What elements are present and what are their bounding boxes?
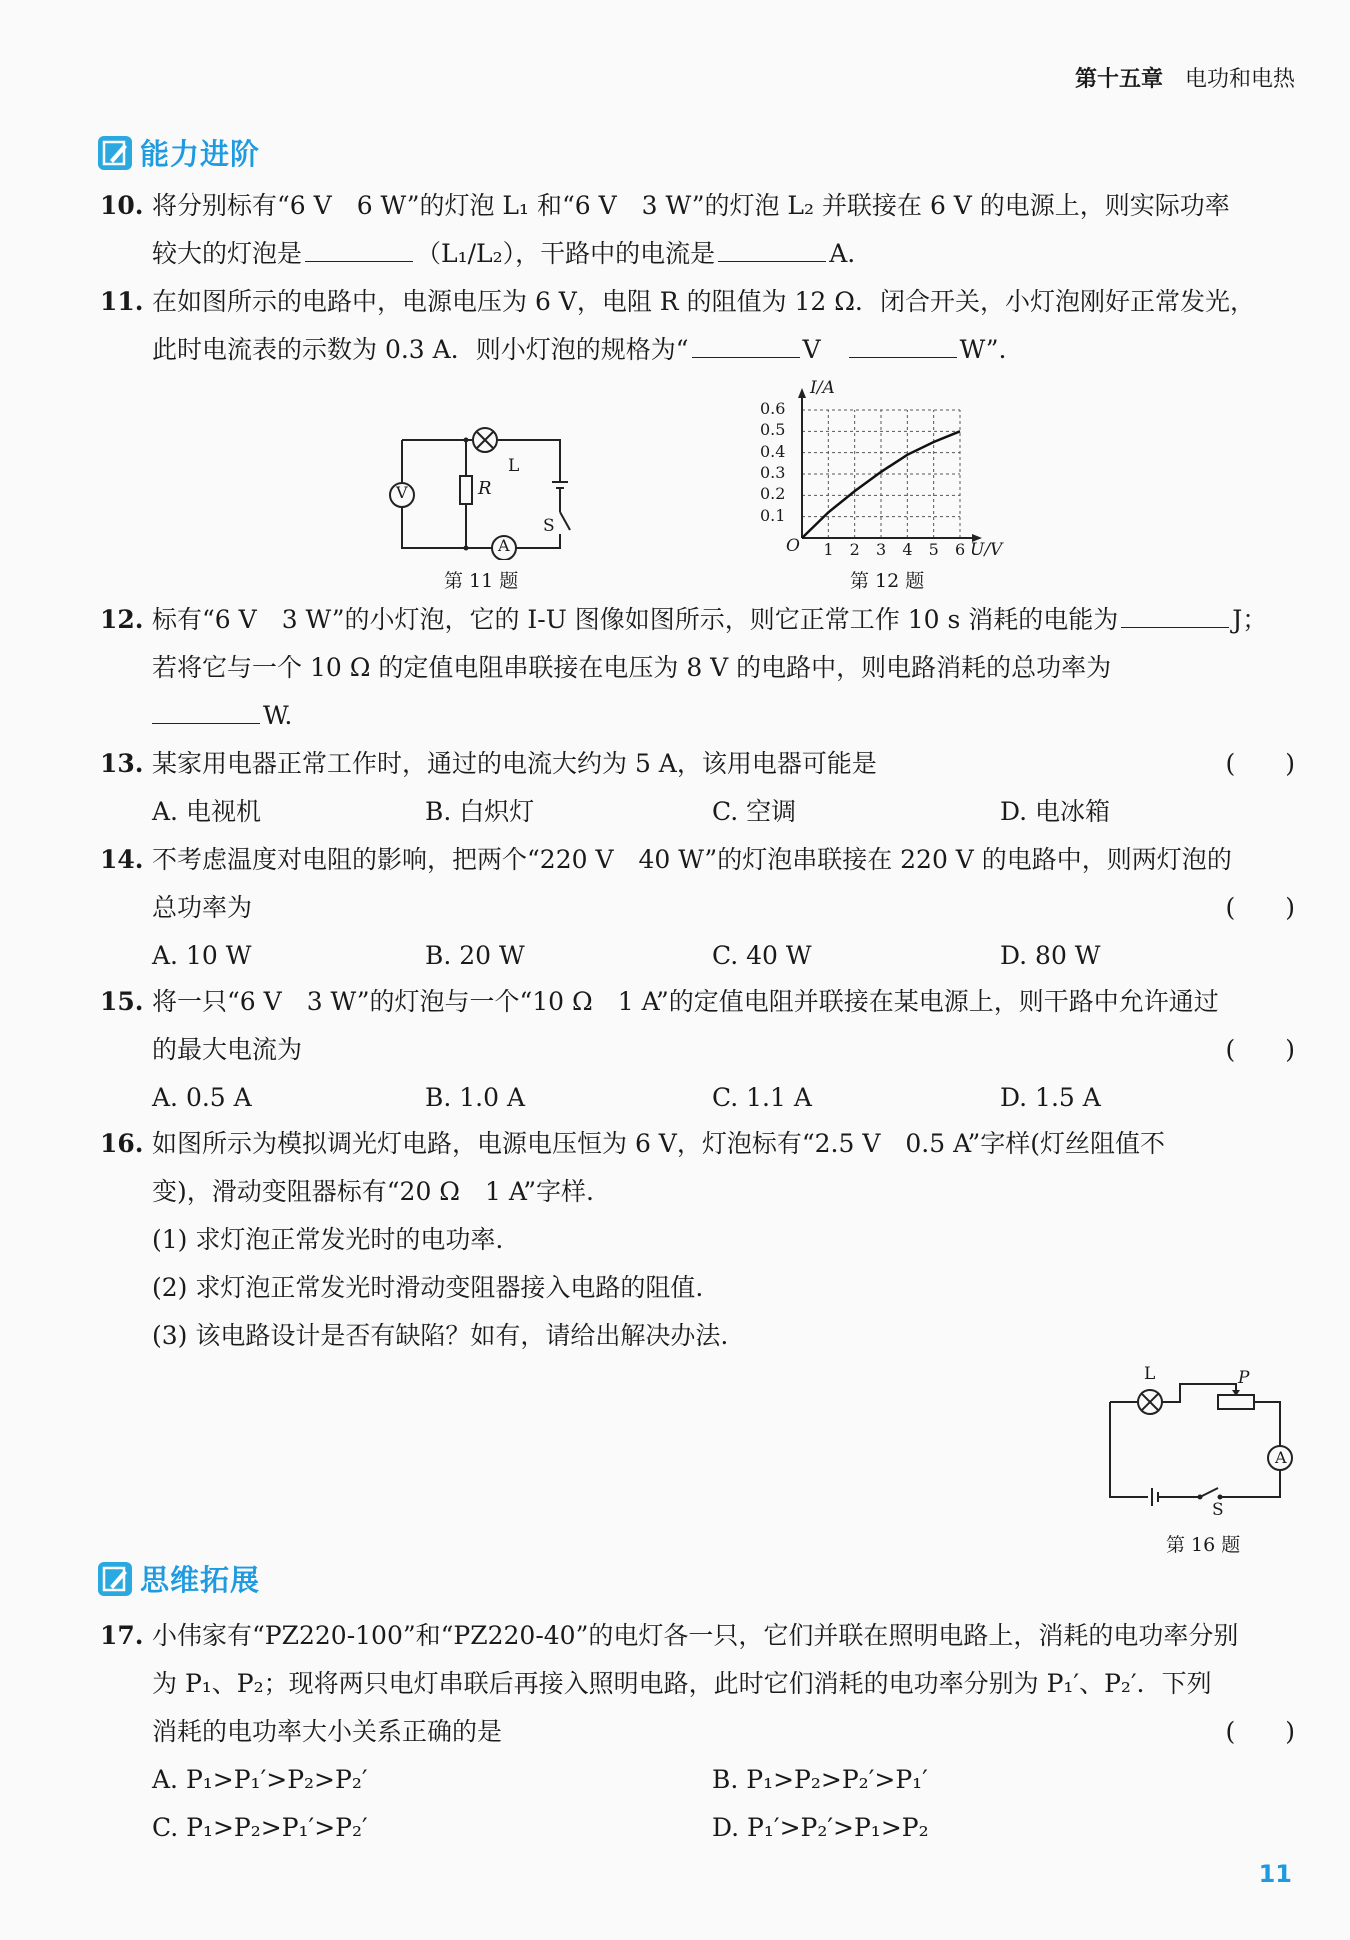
page-header — [1075, 62, 1295, 93]
question-16 — [100, 1120, 1295, 1360]
question-number: 16. — [100, 1129, 144, 1158]
question-number: 10. — [100, 191, 144, 220]
question-text: 在如图所示的电路中，电源电压为 6 V，电阻 R 的阻值为 12 Ω．闭合开关，小灯泡刚好正常发光， — [152, 287, 1256, 316]
slider-label: P — [1238, 1368, 1250, 1388]
ammeter-icon: A — [498, 536, 510, 555]
section-header-thinking — [98, 1558, 260, 1599]
section-title: 能力进阶 — [140, 137, 261, 171]
option-a[interactable]: A. 0.5 A — [152, 1083, 252, 1112]
question-text: 如图所示为模拟调光灯电路，电源电压恒为 6 V，灯泡标有“2.5 V 0.5 A”字样(灯丝阻值不 — [152, 1129, 1166, 1158]
question-number: 17. — [100, 1621, 144, 1650]
answer-parentheses[interactable]: ( ) — [1225, 749, 1295, 778]
circuit-diagram-16 — [1100, 1362, 1300, 1520]
answer-blank[interactable] — [718, 235, 826, 262]
y-tick-label: 0.2 — [760, 484, 786, 504]
answer-parentheses[interactable]: ( ) — [1225, 893, 1295, 922]
question-text: 此时电流表的示数为 0.3 A．则小灯泡的规格为“ — [152, 335, 689, 364]
question-10 — [100, 182, 1295, 278]
question-number: 12. — [100, 605, 144, 634]
question-text: V — [802, 335, 821, 364]
answer-parentheses[interactable]: ( ) — [1225, 1035, 1295, 1064]
question-number: 13. — [100, 749, 144, 778]
option-b[interactable]: B. 白炽灯 — [425, 797, 535, 826]
x-tick-label: 6 — [955, 540, 966, 559]
pencil-note-icon — [98, 136, 132, 170]
x-tick-label: 3 — [876, 540, 887, 559]
ammeter-icon: A — [1275, 1448, 1287, 1467]
x-axis-label: U/V — [970, 540, 1003, 560]
circuit-diagram-11 — [380, 420, 580, 560]
lamp-label: L — [1144, 1364, 1156, 1384]
resistor-label: R — [478, 478, 492, 499]
section-header-ability — [98, 132, 260, 173]
chart-canvas — [760, 380, 1030, 565]
option-a[interactable]: A. P₁>P₁′>P₂>P₂′ — [152, 1765, 368, 1794]
question-text: A. — [829, 239, 856, 268]
question-text: 的最大电流为 — [152, 1035, 303, 1064]
figure-caption-11: 第 11 题 — [444, 570, 519, 592]
question-number: 14. — [100, 845, 144, 874]
page-number: 11 — [1258, 1860, 1292, 1888]
iu-chart — [760, 380, 1030, 565]
sub-question-3: (3) 该电路设计是否有缺陷？如有，请给出解决办法. — [152, 1321, 729, 1350]
option-d[interactable]: D. 电冰箱 — [1000, 797, 1111, 826]
option-d[interactable]: D. P₁′>P₂′>P₁>P₂ — [712, 1813, 929, 1842]
question-14 — [100, 836, 1295, 980]
question-text: 若将它与一个 10 Ω 的定值电阻串联接在电压为 8 V 的电路中，则电路消耗的总功率为 — [152, 653, 1112, 682]
x-tick-label: 5 — [928, 540, 939, 559]
option-c[interactable]: C. 空调 — [712, 797, 797, 826]
question-text: 变)，滑动变阻器标有“20 Ω 1 A”字样. — [152, 1177, 594, 1206]
question-text: 某家用电器正常工作时，通过的电流大约为 5 A，该用电器可能是 — [152, 749, 877, 778]
question-text: （L₁/L₂），干路中的电流是 — [416, 239, 716, 268]
question-text: 为 P₁、P₂；现将两只电灯串联后再接入照明电路，此时它们消耗的电功率分别为 P₁′、P₂′．下列 — [152, 1669, 1212, 1698]
question-number: 15. — [100, 987, 144, 1016]
chapter-title: 电功和电热 — [1184, 67, 1295, 92]
option-c[interactable]: C. 1.1 A — [712, 1083, 812, 1112]
question-text: 小伟家有“PZ220-100”和“PZ220-40”的电灯各一只，它们并联在照明电路上，消耗的电功率分别 — [152, 1621, 1239, 1650]
figure-caption-16: 第 16 题 — [1166, 1534, 1241, 1556]
question-text: J； — [1232, 605, 1268, 634]
sub-question-2: (2) 求灯泡正常发光时滑动变阻器接入电路的阻值. — [152, 1273, 704, 1302]
question-text: 较大的灯泡是 — [152, 239, 303, 268]
circuit-wires — [1100, 1362, 1300, 1512]
question-text: 不考虑温度对电阻的影响，把两个“220 V 40 W”的灯泡串联接在 220 V 的电路中，则两灯泡的 — [152, 845, 1232, 874]
option-c[interactable]: C. 40 W — [712, 941, 812, 970]
option-b[interactable]: B. 20 W — [425, 941, 525, 970]
sub-question-1: (1) 求灯泡正常发光时的电功率. — [152, 1225, 504, 1254]
question-text: 标有“6 V 3 W”的小灯泡，它的 I-U 图像如图所示，则它正常工作 10 s 消耗的电能为 — [152, 605, 1119, 634]
option-c[interactable]: C. P₁>P₂>P₁′>P₂′ — [152, 1813, 368, 1842]
figure-caption-12: 第 12 题 — [850, 570, 925, 592]
option-b[interactable]: B. 1.0 A — [425, 1083, 526, 1112]
question-number: 11. — [100, 287, 144, 316]
answer-blank[interactable] — [305, 235, 413, 262]
answer-blank[interactable] — [152, 697, 260, 724]
question-text: 总功率为 — [152, 893, 253, 922]
y-tick-label: 0.4 — [760, 441, 786, 461]
x-tick-label: 4 — [902, 540, 913, 559]
answer-blank[interactable] — [849, 331, 957, 358]
y-tick-label: 0.1 — [760, 505, 786, 525]
switch-label: S — [1212, 1500, 1224, 1520]
option-d[interactable]: D. 80 W — [1000, 941, 1101, 970]
question-text: 消耗的电功率大小关系正确的是 — [152, 1717, 503, 1746]
voltmeter-icon: V — [396, 483, 408, 502]
lamp-label: L — [508, 456, 520, 476]
question-text: 将分别标有“6 V 6 W”的灯泡 L₁ 和“6 V 3 W”的灯泡 L₂ 并联接在 6 V 的电源上，则实际功率 — [152, 191, 1230, 220]
option-a[interactable]: A. 10 W — [152, 941, 252, 970]
question-12 — [100, 596, 1295, 740]
question-text: W. — [263, 701, 293, 730]
origin-label: O — [786, 536, 800, 556]
pencil-note-icon — [98, 1562, 132, 1596]
question-11 — [100, 278, 1295, 374]
x-tick-label: 2 — [849, 540, 860, 559]
answer-parentheses[interactable]: ( ) — [1225, 1717, 1295, 1746]
question-15 — [100, 978, 1295, 1122]
question-text: 将一只“6 V 3 W”的灯泡与一个“10 Ω 1 A”的定值电阻并联接在某电源上，则干路中允许通过 — [152, 987, 1219, 1016]
y-tick-label: 0.3 — [760, 463, 786, 482]
y-tick-label: 0.6 — [760, 399, 786, 418]
section-title: 思维拓展 — [140, 1563, 261, 1597]
x-tick-label: 1 — [823, 540, 834, 559]
question-17 — [100, 1612, 1295, 1852]
question-13 — [100, 740, 1295, 836]
option-a[interactable]: A. 电视机 — [152, 797, 261, 826]
y-axis-label: I/A — [810, 378, 835, 398]
option-b[interactable]: B. P₁>P₂>P₂′>P₁′ — [712, 1765, 928, 1794]
answer-blank[interactable] — [692, 331, 800, 358]
question-text: W”. — [959, 335, 1007, 364]
answer-blank[interactable] — [1121, 601, 1229, 628]
chapter-label: 第十五章 — [1074, 67, 1163, 92]
option-d[interactable]: D. 1.5 A — [1000, 1083, 1101, 1112]
switch-label: S — [543, 516, 555, 536]
y-axis-arrow — [798, 388, 806, 398]
y-tick-label: 0.5 — [760, 420, 786, 440]
